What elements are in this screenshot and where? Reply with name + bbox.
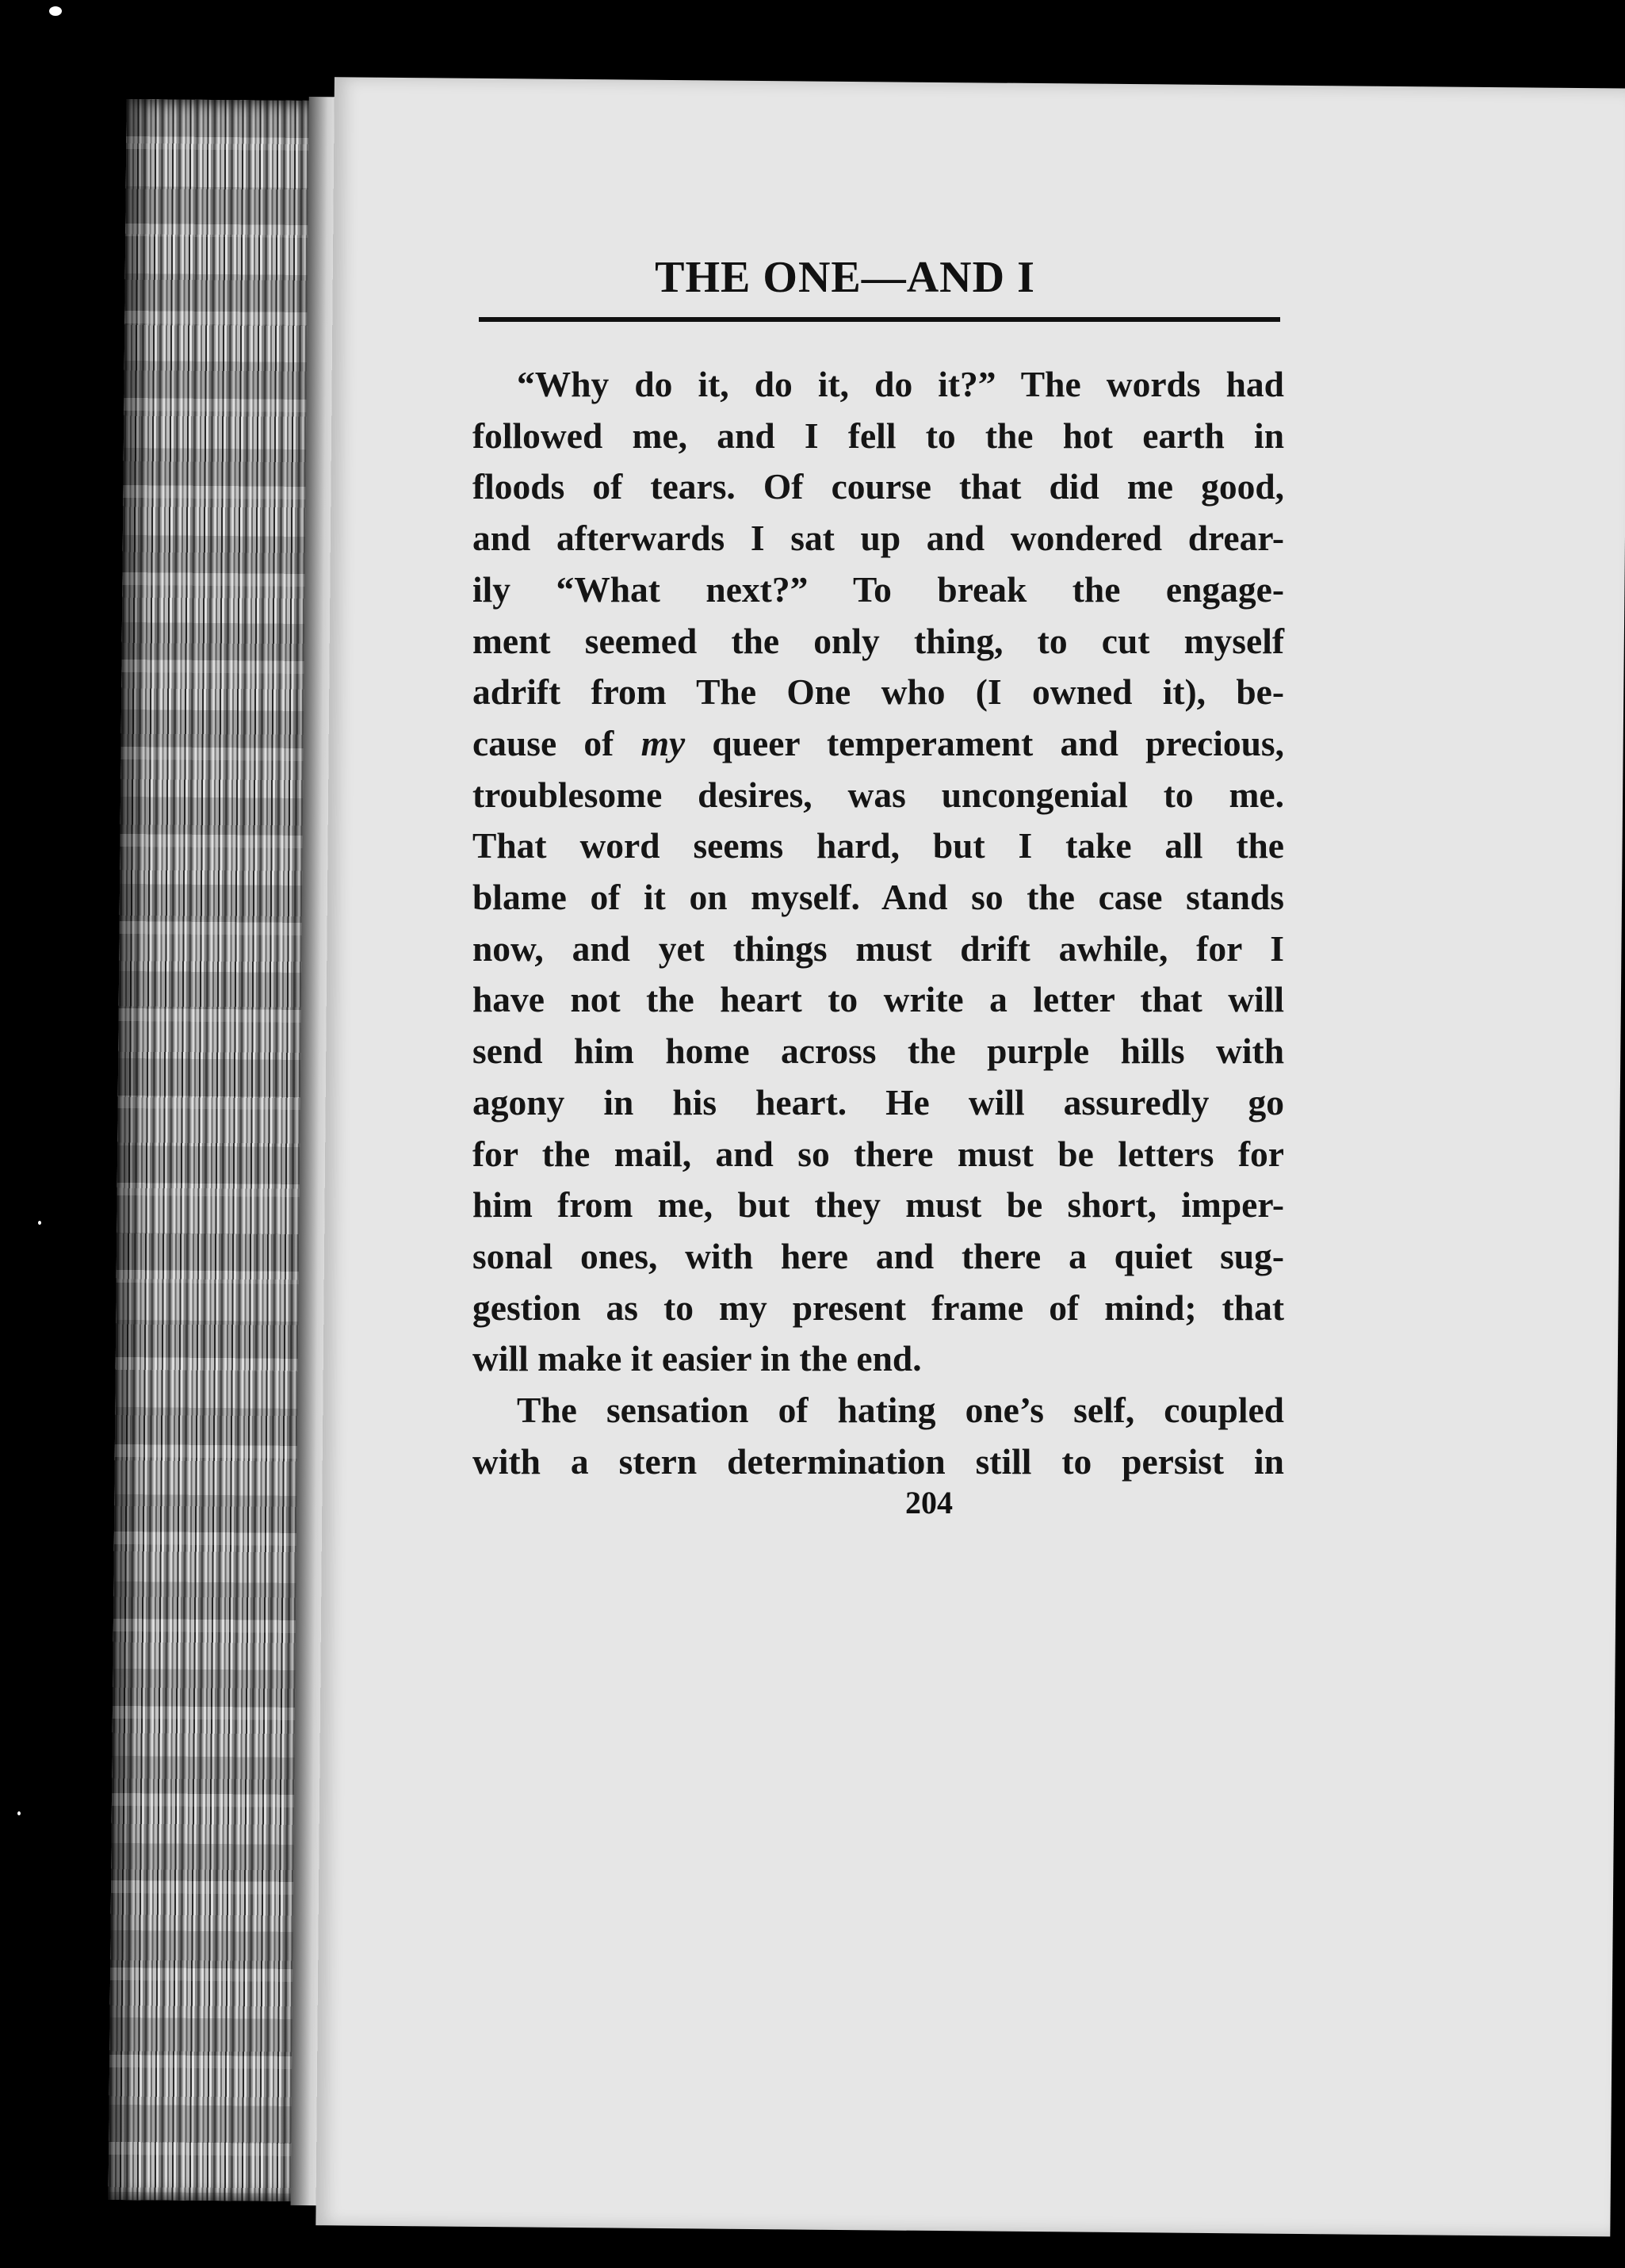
text-line: have not the heart to write a letter that will <box>472 979 1284 1020</box>
text-line: blame of it on myself. And so the case stands <box>472 877 1284 918</box>
paragraph <box>472 359 1284 1385</box>
text-line: troublesome desires, was uncongenial to me. <box>472 774 1284 815</box>
text-line: That word seems hard, but I take all the <box>472 825 1284 866</box>
text-line: agony in his heart. He will assuredly go <box>472 1081 1284 1123</box>
text-line: “Why do it, do it, do it?” The words had <box>517 364 1284 404</box>
text-line: followed me, and I fell to the hot earth in <box>472 415 1284 456</box>
dust-speck <box>38 1221 41 1225</box>
dust-speck <box>17 1811 21 1815</box>
text-line: with a stern determination still to persist in <box>472 1440 1284 1482</box>
header-rule <box>479 317 1280 322</box>
running-head-title: THE ONE—AND I <box>655 253 1035 302</box>
text-line: gestion as to my present frame of mind; that <box>472 1287 1284 1328</box>
text-line: sonal ones, with here and there a quiet sug- <box>472 1235 1284 1276</box>
text-line: him from me, but they must be short, imper- <box>472 1184 1284 1226</box>
page-number: 204 <box>905 1485 953 1520</box>
text-line: and afterwards I sat up and wondered drear- <box>472 518 1284 559</box>
text-line: floods of tears. Of course that did me good, <box>472 466 1284 507</box>
text-line: now, and yet things must drift awhile, for I <box>472 927 1284 969</box>
book-page-edges <box>109 99 321 2201</box>
dust-speck <box>49 6 62 16</box>
text-line: cause of my queer temperament and precious, <box>472 722 1284 763</box>
text-line: will make it easier in the end. <box>472 1338 922 1379</box>
text-line: ily “What next?” To break the engage- <box>472 568 1284 610</box>
italic-word: my <box>640 722 686 763</box>
text-line: for the mail, and so there must be letters for <box>472 1133 1284 1174</box>
text-line: adrift from The One who (I owned it), be- <box>472 671 1284 713</box>
text-line: ment seemed the only thing, to cut myself <box>472 620 1284 661</box>
body-text <box>472 359 1284 1487</box>
text-line: send him home across the purple hills with <box>472 1031 1284 1072</box>
text-line: The sensation of hating one’s self, coupled <box>517 1390 1284 1431</box>
running-head <box>440 252 1241 303</box>
paragraph <box>472 1385 1284 1487</box>
